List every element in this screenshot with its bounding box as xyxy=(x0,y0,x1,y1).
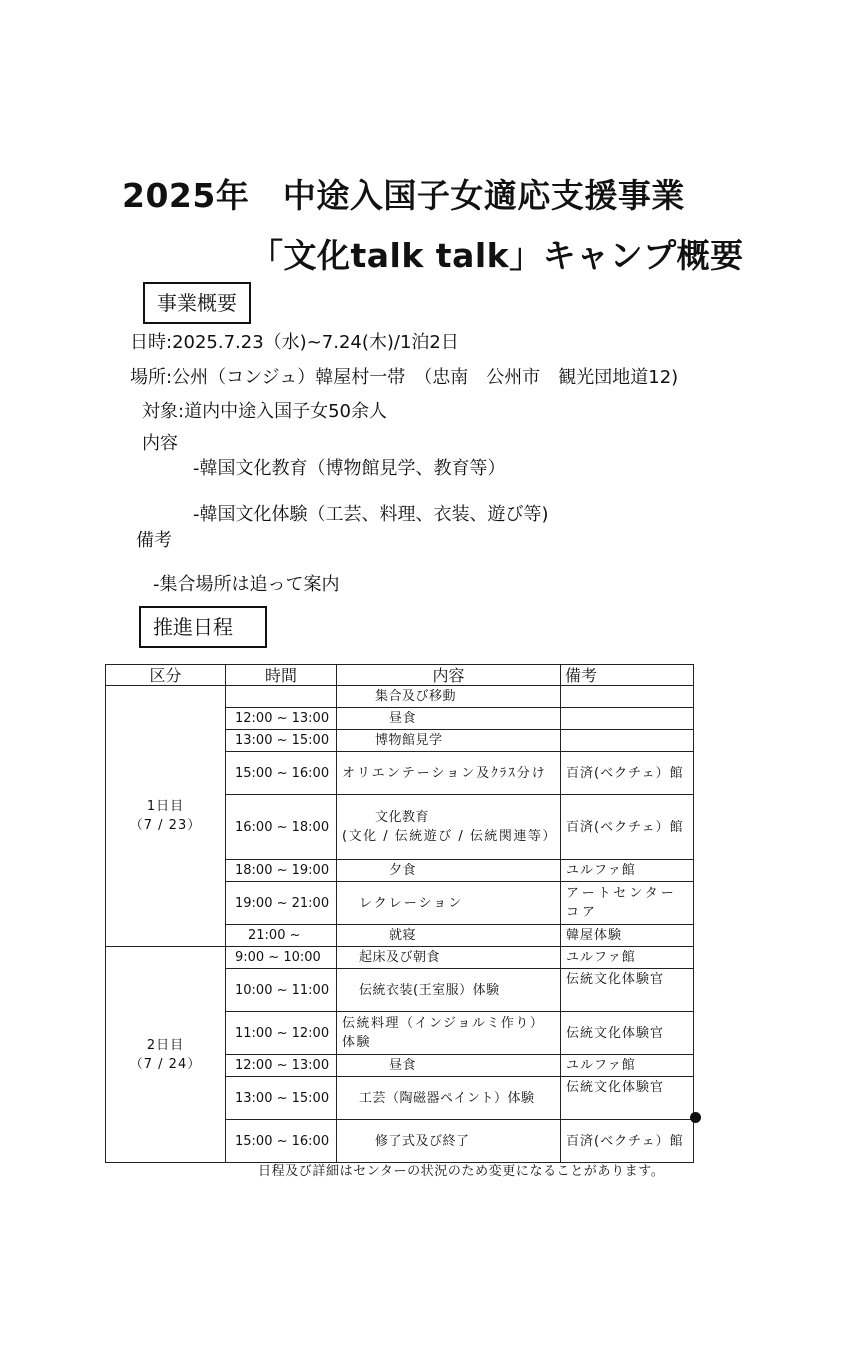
time-cell xyxy=(226,686,337,708)
content-sub: (文化 / 伝統遊び / 伝統関連等） xyxy=(342,829,557,844)
time-cell: 16:00 ~ 18:00 xyxy=(226,795,337,860)
document-title-line2: 「文化talk talk」キャンプ概要 xyxy=(250,236,744,275)
time-cell: 19:00 ~ 21:00 xyxy=(226,882,337,925)
day1-date: （7 / 23） xyxy=(129,818,202,833)
header-time: 時間 xyxy=(226,665,337,686)
schedule-table xyxy=(105,664,694,1163)
note-cell: 百済(ベクチェ）館 xyxy=(561,795,694,860)
header-category: 区分 xyxy=(106,665,226,686)
content-cell: レクレーション xyxy=(337,882,561,925)
time-cell: 15:00 ~ 16:00 xyxy=(226,752,337,795)
content-cell: 就寝 xyxy=(337,925,561,947)
note-cell xyxy=(561,730,694,752)
note-cell xyxy=(561,686,694,708)
time-cell: 10:00 ~ 11:00 xyxy=(226,969,337,1012)
day2-label: 2日目 xyxy=(146,1037,185,1053)
footnote: 日程及び詳細はセンターの状況のため変更になることがあります。 xyxy=(258,1164,665,1179)
time-cell: 12:00 ~ 13:00 xyxy=(226,708,337,730)
note-cell: ユルファ館 xyxy=(561,1055,694,1077)
overview-content-label: 内容 xyxy=(142,433,178,454)
note-cell: ユルファ館 xyxy=(561,860,694,882)
content-cell: 修了式及び終了 xyxy=(337,1120,561,1163)
content-cell: 昼食 xyxy=(337,708,561,730)
content-main: 文化教育 xyxy=(375,810,430,825)
time-cell: 9:00 ~ 10:00 xyxy=(226,947,337,969)
overview-date: 日時:2025.7.23（水)~7.24(木)/1泊2日 xyxy=(130,332,459,353)
content-cell: 昼食 xyxy=(337,1055,561,1077)
day2-cell xyxy=(106,947,226,1163)
content-cell: 伝統料理（インジョルミ作り）体験 xyxy=(337,1012,561,1055)
time-cell: 11:00 ~ 12:00 xyxy=(226,1012,337,1055)
content-cell xyxy=(337,795,561,860)
note-cell: ユルファ館 xyxy=(561,947,694,969)
day2-date: （7 / 24） xyxy=(129,1056,202,1072)
note-cell: 百済(ベクチェ）館 xyxy=(561,1120,694,1163)
note-cell: 百済(ベクチェ）館 xyxy=(561,752,694,795)
table-header-row xyxy=(106,665,694,686)
header-content: 内容 xyxy=(337,665,561,686)
header-notes: 備考 xyxy=(561,665,694,686)
day1-label: 1日目 xyxy=(146,799,185,814)
time-cell: 21:00 ~ xyxy=(226,925,337,947)
content-cell: 起床及び朝食 xyxy=(337,947,561,969)
time-cell: 13:00 ~ 15:00 xyxy=(226,730,337,752)
note-cell xyxy=(561,708,694,730)
time-cell: 12:00 ~ 13:00 xyxy=(226,1055,337,1077)
note-cell: 伝統文化体験官 xyxy=(561,1012,694,1055)
schedule-heading: 推進日程 xyxy=(139,606,267,648)
overview-heading: 事業概要 xyxy=(143,282,251,324)
note-cell: 韓屋体験 xyxy=(561,925,694,947)
bullet-dot-mark xyxy=(690,1112,701,1123)
note-cell: 伝統文化体験官 xyxy=(561,969,694,1012)
content-cell: 工芸（陶磁器ペイント）体験 xyxy=(337,1077,561,1120)
day1-cell xyxy=(106,686,226,947)
overview-remarks-item: -集合場所は追って案内 xyxy=(153,574,340,595)
content-cell: 博物館見学 xyxy=(337,730,561,752)
content-cell: 集合及び移動 xyxy=(337,686,561,708)
table-row xyxy=(106,686,694,708)
time-cell: 18:00 ~ 19:00 xyxy=(226,860,337,882)
time-cell: 15:00 ~ 16:00 xyxy=(226,1120,337,1163)
table-row xyxy=(106,947,694,969)
overview-target: 対象:道内中途入国子女50余人 xyxy=(142,401,387,422)
document-title-line1: 2025年 中途入国子女適応支援事業 xyxy=(122,176,685,215)
content-cell: 夕食 xyxy=(337,860,561,882)
overview-content-item: -韓国文化教育（博物館見学、教育等） xyxy=(193,458,506,479)
overview-place: 場所:公州（コンジュ）韓屋村一帯 （忠南 公州市 観光団地道12) xyxy=(130,367,679,388)
content-cell: オリエンテーション及ｸﾗｽ分け xyxy=(337,752,561,795)
overview-remarks-label: 備考 xyxy=(136,530,172,551)
overview-content-item: -韓国文化体験（工芸、料理、衣装、遊び等) xyxy=(193,504,549,525)
time-cell: 13:00 ~ 15:00 xyxy=(226,1077,337,1120)
content-cell: 伝統衣装(王室服）体験 xyxy=(337,969,561,1012)
note-cell: 伝統文化体験官 xyxy=(561,1077,694,1120)
note-cell: アートセンターコア xyxy=(561,882,694,925)
